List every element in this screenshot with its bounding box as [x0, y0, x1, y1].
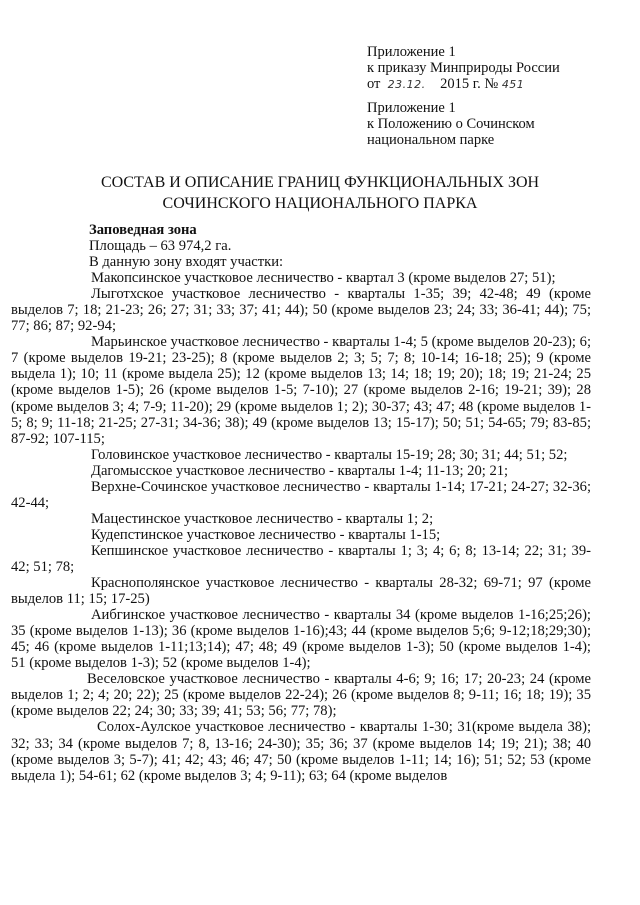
forestry-paragraph: Лыготхское участковое лесничество - кварталы 1-35; 39; 42-48; 49 (кроме выделов 7; 18; 21-23; 26; 27; 31; 33; 37; 41; 44); 50 (кроме выделов 23; 24; 33; 36-41; 44); 75; 77; 86; 87; 92-94; — [11, 286, 591, 335]
forestry-paragraph: Макопсинское участковое лесничество - квартал 3 (кроме выделов 27; 51); — [91, 270, 556, 287]
order-year-number: 2015 г. № — [440, 76, 499, 92]
forestry-paragraph: Дагомысское участковое лесничество - кварталы 1-4; 11-13; 20; 21; — [91, 462, 509, 479]
appendix-label-2: Приложение 1 — [367, 100, 456, 116]
forestry-paragraph: Головинское участковое лесничество - кварталы 15-19; 28; 30; 31; 44; 51; 52; — [91, 446, 568, 463]
regulation-reference: к Положению о Сочинском — [367, 116, 535, 132]
forestry-paragraph: Мацестинское участковое лесничество - кварталы 1; 2; — [91, 510, 434, 527]
forestry-paragraph: Кудепстинское участковое лесничество - кварталы 1-15; — [91, 526, 441, 543]
appendix-header-regulation — [367, 100, 535, 148]
forestry-paragraph: Веселовское участковое лесничество - кварталы 4-6; 9; 16; 17; 20-23; 24 (кроме выделов 1; 2; 4; 20; 22); 25 (кроме выделов 22-24); 26 (кроме выделов 8; 9-11; 16; 18; 19); 35 (кроме выделов 22; 24; 30; 33; 39; 41; 53; 56; 77; 78); — [11, 671, 591, 720]
forestry-paragraph: Марьинское участковое лесничество - кварталы 1-4; 5 (кроме выделов 20-23); 6; 7 (кроме выделов 19-21; 23-25); 8 (кроме выделов 2; 3; 5; 7; 8; 10-14; 16-18; 25); 9 (кроме выдела 1); 10; 11 (кроме выдела 25); 12 (кроме выделов 13; 14; 18; 19; 20); 18; 19; 21-24; 25 (кроме выделов 1-5); 26 (кроме выделов 1-5; 7-10); 27 (кроме выделов 2-16; 19-21; 39); 28 (кроме выделов 3; 4; 7-9; 11-20); 29 (кроме выделов 1; 2); 30-37; 43; 47; 48 (кроме выделов 1-5; 8; 9; 11-18; 21-25; 27-31; 34-36; 38); 49 (кроме выделов 13; 15-17); 50; 51; 54-65; 79; 83-85; 87-92; 107-115; — [11, 334, 591, 447]
zone-section — [11, 222, 591, 784]
forestry-paragraph: Кепшинское участковое лесничество - кварталы 1; 3; 4; 6; 8; 13-14; 22; 31; 39-42; 51; 78; — [11, 542, 591, 575]
forestry-paragraph: Аибгинское участковое лесничество - кварталы 34 (кроме выделов 1-16;25;26); 35 (кроме выделов 1-13); 36 (кроме выделов 1-16);43; 44 (кроме выделов 5;6; 9-12;18;29;30); 45; 46 (кроме выделов 1-11;13;14); 47; 48; 49 (кроме выделов 1-3); 50 (кроме выделов 1-4); 51 (кроме выделов 1-3); 52 (кроме выделов 1-4); — [11, 607, 591, 672]
appendix-label: Приложение 1 — [367, 44, 456, 60]
appendix-header-order — [367, 44, 560, 93]
zone-heading: Заповедная зона — [89, 222, 197, 238]
title-line-2: СОЧИНСКОГО НАЦИОНАЛЬНОГО ПАРКА — [162, 195, 478, 212]
handwritten-number: 451 — [501, 78, 525, 91]
forestry-paragraph: Краснополянское участковое лесничество - кварталы 28-32; 69-71; 97 (кроме выделов 11; 15; 17-25) — [11, 575, 591, 608]
title-line-1: СОСТАВ И ОПИСАНИЕ ГРАНИЦ ФУНКЦИОНАЛЬНЫХ ЗОН — [100, 174, 540, 191]
document-title — [0, 172, 640, 214]
zone-area: Площадь – 63 974,2 га. — [89, 238, 232, 255]
zone-intro: В данную зону входят участки: — [89, 254, 284, 271]
date-prefix: от — [367, 76, 381, 92]
forestry-paragraph: Верхне-Сочинское участковое лесничество - кварталы 1-14; 17-21; 24-27; 32-36; 42-44; — [11, 478, 591, 511]
order-reference: к приказу Минприроды России — [367, 60, 560, 76]
order-date-line — [367, 76, 560, 93]
forestry-paragraph: Солох-Аулское участковое лесничество - кварталы 1-30; 31(кроме выдела 38); 32; 33; 34 (кроме выделов 7; 8, 13-16; 24-30); 35; 36; 37 (кроме выделов 14; 19; 21); 38; 40 (кроме выделов 3; 5-7); 41; 42; 43; 46; 47; 50 (кроме выделов 1-11; 14; 16); 51; 52; 53 (кроме выдела 1); 54-61; 62 (кроме выделов 3; 4; 9-11); 63; 64 (кроме выделов — [11, 719, 591, 784]
park-reference: национальном парке — [367, 132, 495, 148]
handwritten-date: 23.12. — [387, 78, 426, 91]
